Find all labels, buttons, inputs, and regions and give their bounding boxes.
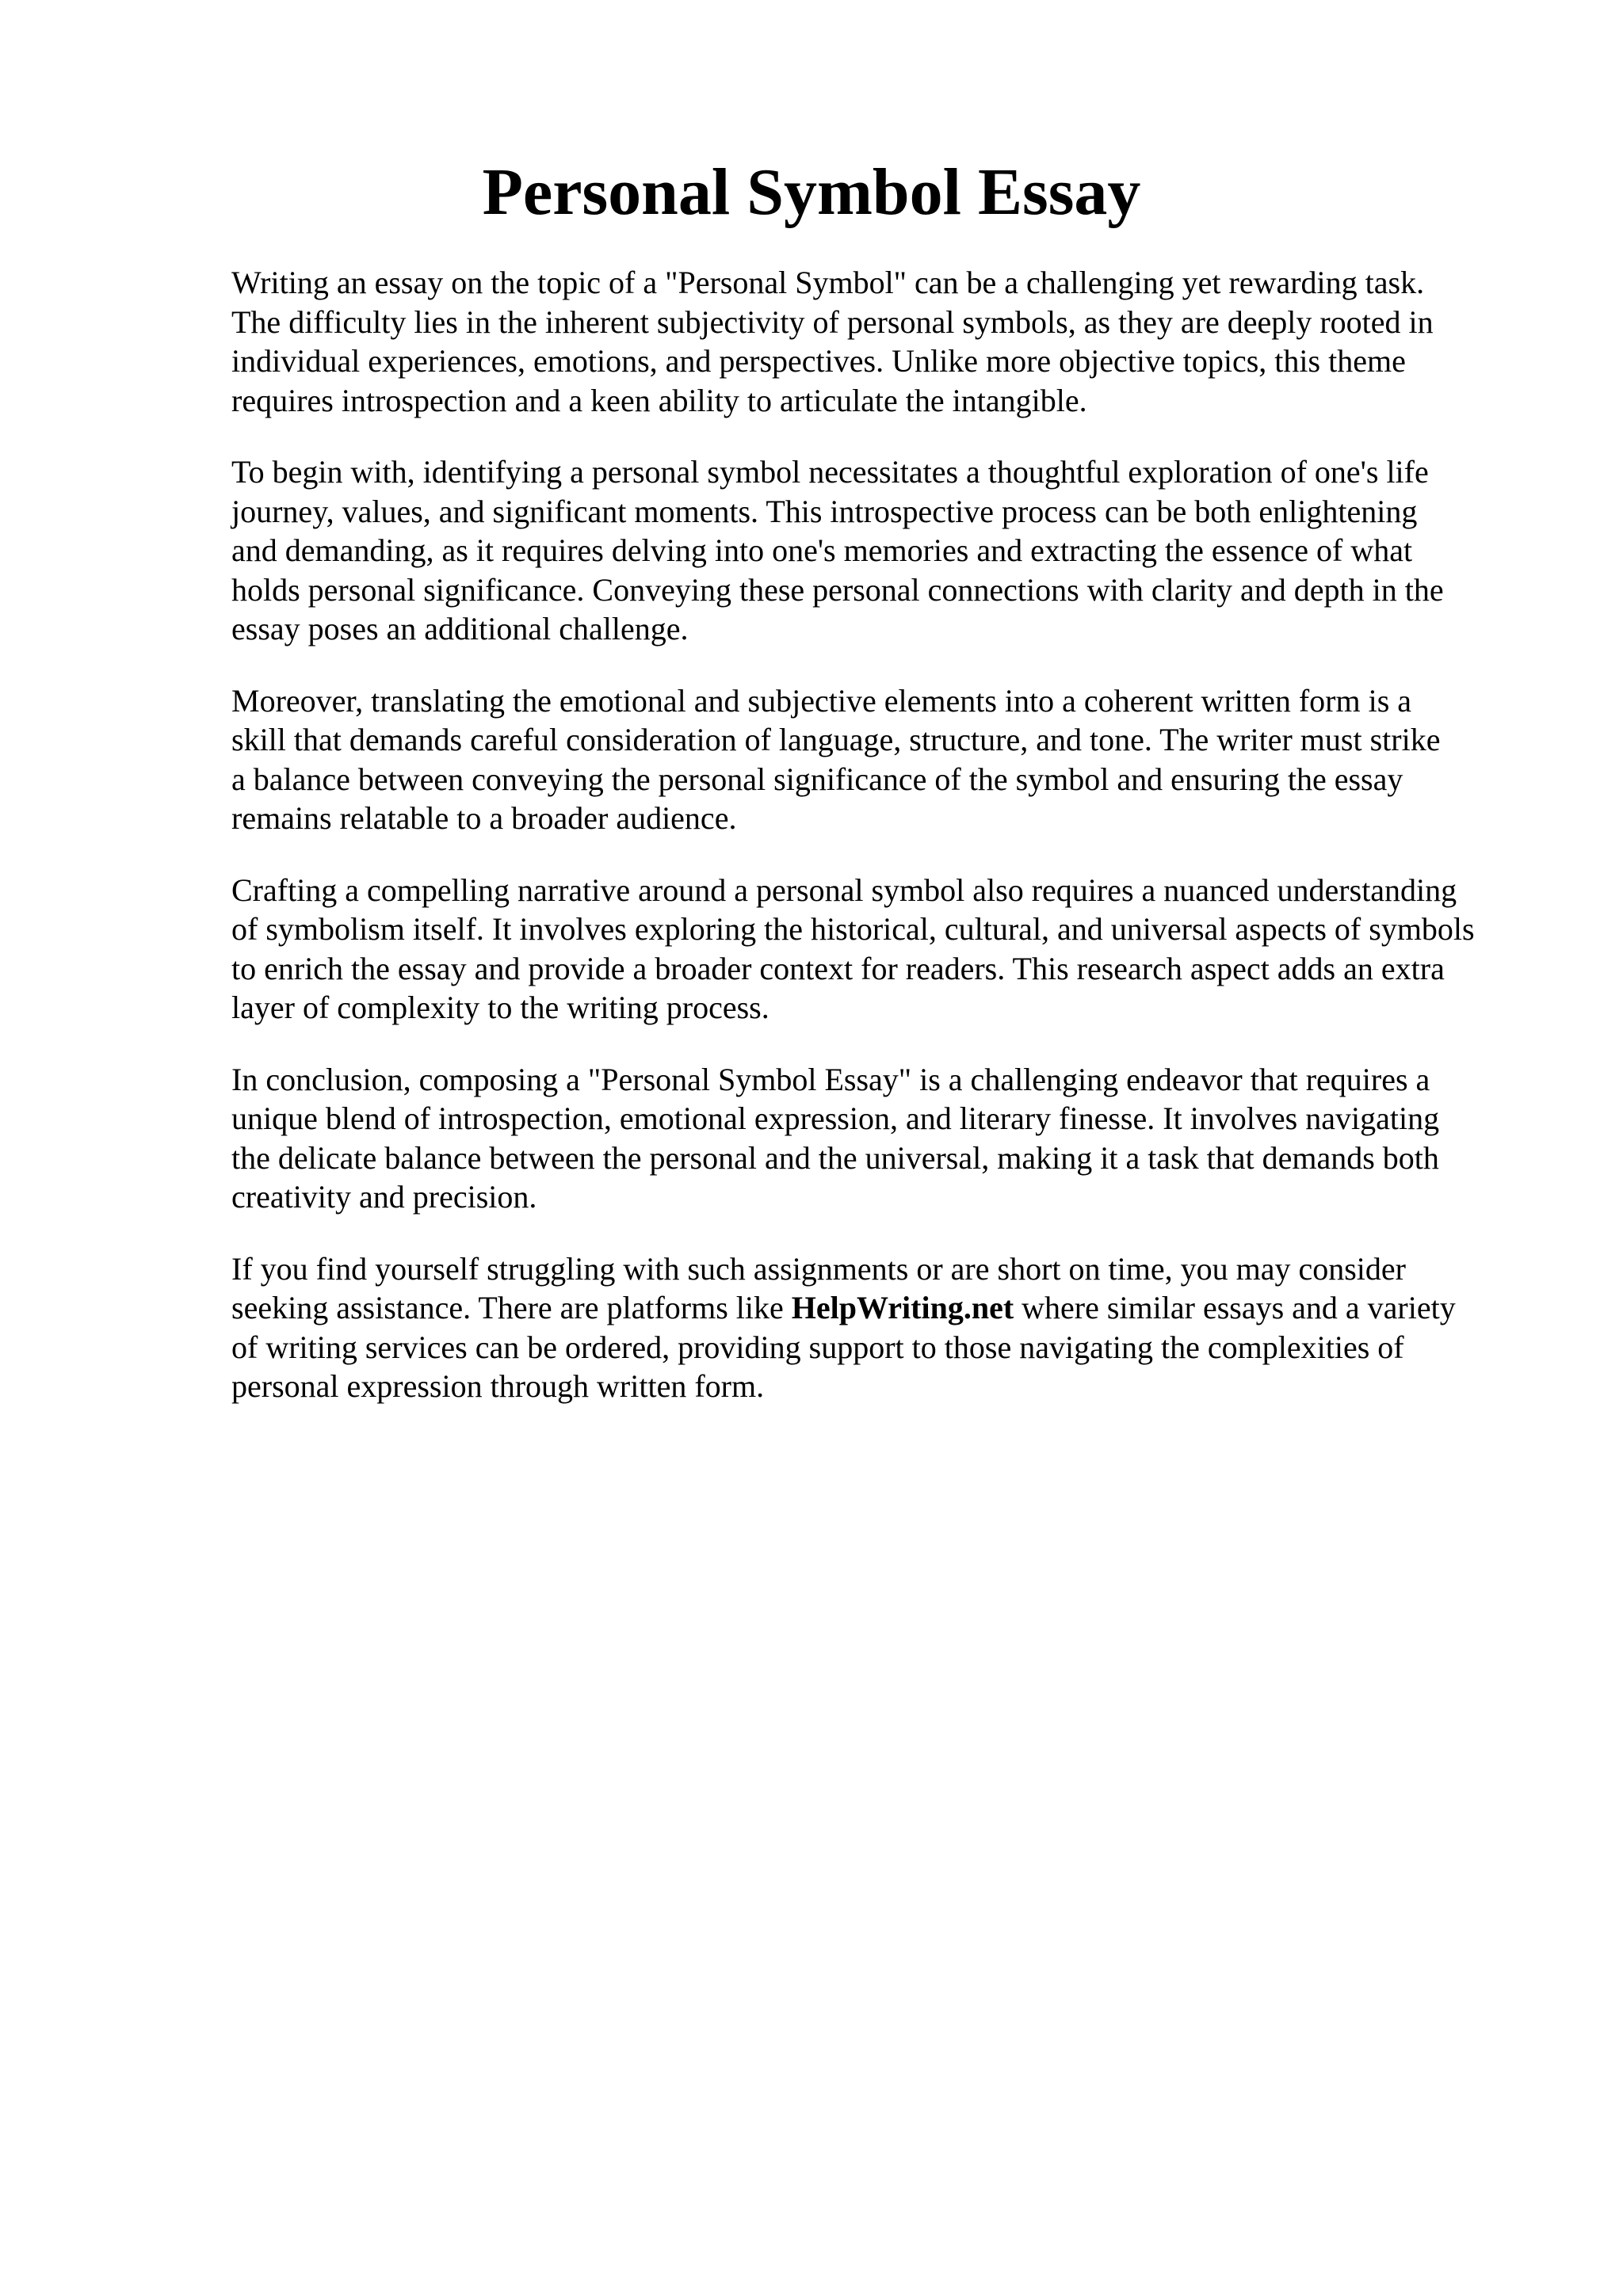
- text-line: the delicate balance between the personal and the universal, making it a task that demands both: [231, 1139, 1439, 1176]
- paragraph-2: [231, 452, 1531, 649]
- text-line: essay poses an additional challenge.: [231, 611, 689, 646]
- document-body: [231, 263, 1531, 1439]
- text-line: personal expression through written form.: [231, 1368, 765, 1404]
- text-line: a balance between conveying the personal significance of the symbol and ensuring the essay: [231, 761, 1403, 797]
- text-line: If you find yourself struggling with such assignments or are short on time, you may consider: [231, 1250, 1406, 1287]
- paragraph-5: [231, 1060, 1531, 1217]
- text-line: Writing an essay on the topic of a "Personal Symbol" can be a challenging yet rewarding task.: [231, 265, 1425, 300]
- document-title: Personal Symbol Essay: [482, 155, 1141, 229]
- text-line: and demanding, as it requires delving into one's memories and extracting the essence of what: [231, 532, 1413, 568]
- text-line: of writing services can be ordered, providing support to those navigating the complexities of: [231, 1329, 1404, 1365]
- text-line: Crafting a compelling narrative around a personal symbol also requires a nuanced understanding: [231, 871, 1457, 908]
- text-line: Moreover, translating the emotional and subjective elements into a coherent written form is a: [231, 682, 1412, 719]
- text-line: individual experiences, emotions, and perspectives. Unlike more objective topics, this theme: [231, 343, 1406, 379]
- text-line: In conclusion, composing a "Personal Symbol Essay" is a challenging endeavor that requires a: [231, 1061, 1430, 1097]
- text-line: The difficulty lies in the inherent subjectivity of personal symbols, as they are deeply rooted in: [231, 303, 1434, 340]
- text-segment: seeking assistance. There are platforms like: [231, 1290, 792, 1325]
- text-line: to enrich the essay and provide a broader context for readers. This research aspect adds an extra: [231, 950, 1445, 986]
- paragraph-1: [231, 263, 1531, 420]
- paragraph-4: [231, 871, 1531, 1028]
- helpwriting-link[interactable]: HelpWriting.net: [791, 1290, 1014, 1325]
- text-line: [231, 1288, 1531, 1328]
- text-line: holds personal significance. Conveying these personal connections with clarity and depth in the: [231, 571, 1444, 608]
- text-line: remains relatable to a broader audience.: [231, 800, 737, 836]
- text-line: To begin with, identifying a personal symbol necessitates a thoughtful exploration of one's life: [231, 454, 1429, 490]
- text-line: unique blend of introspection, emotional expression, and literary finesse. It involves navigating: [231, 1100, 1440, 1136]
- text-line: of symbolism itself. It involves exploring the historical, cultural, and universal aspects of symbols: [231, 911, 1475, 947]
- text-line: journey, values, and significant moments. This introspective process can be both enlightening: [231, 493, 1418, 529]
- text-line: requires introspection and a keen ability to articulate the intangible.: [231, 382, 1087, 418]
- text-line: layer of complexity to the writing process.: [231, 990, 769, 1025]
- paragraph-6: [231, 1249, 1531, 1406]
- text-line: skill that demands careful consideration of language, structure, and tone. The writer must strike: [231, 722, 1441, 757]
- paragraph-3: [231, 681, 1531, 838]
- text-line: creativity and precision.: [231, 1179, 537, 1215]
- text-segment: where similar essays and a variety: [1014, 1290, 1456, 1325]
